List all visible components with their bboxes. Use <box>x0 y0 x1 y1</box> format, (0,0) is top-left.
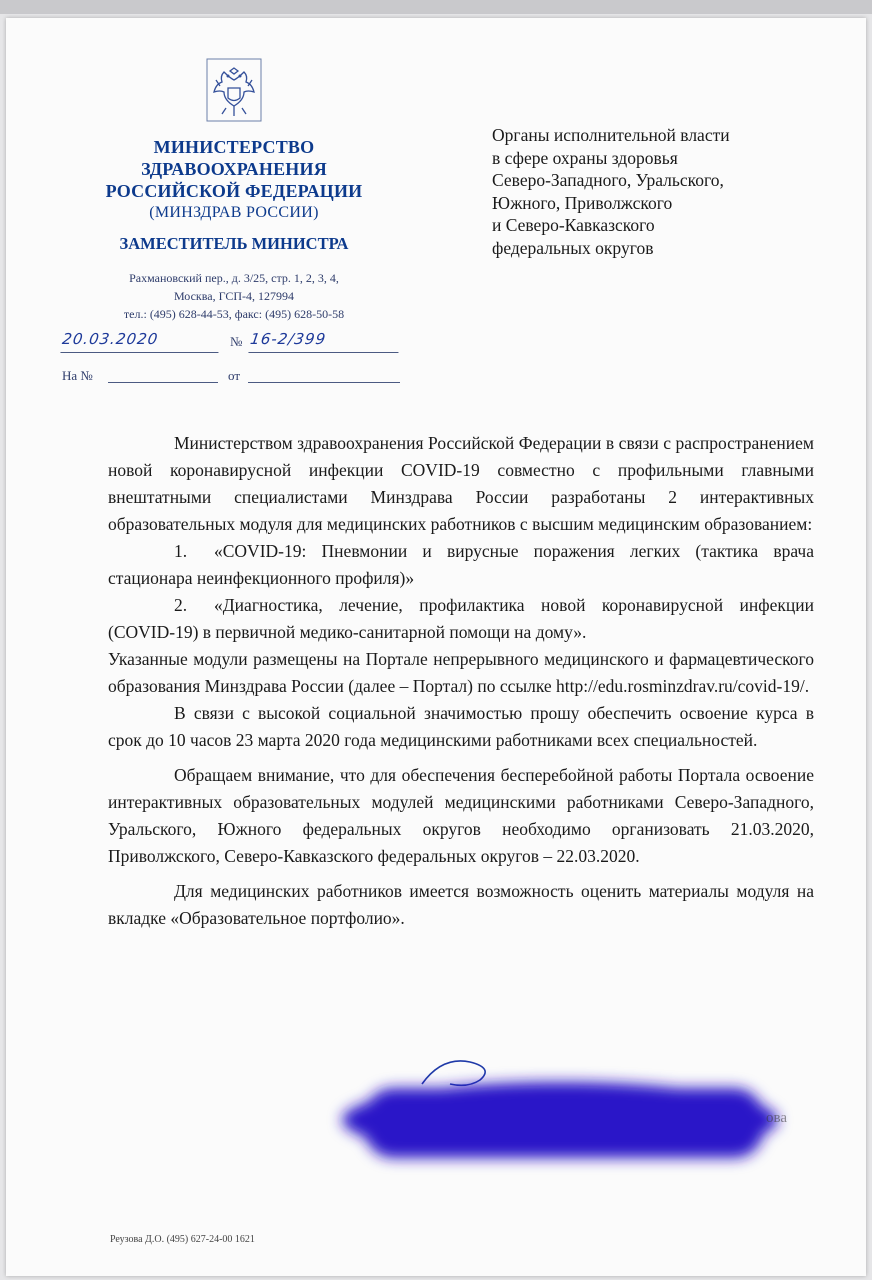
address-line-2: Москва, ГСП-4, 127994 <box>173 289 295 303</box>
signer-name-fragment: ова <box>766 1110 788 1126</box>
list-item-2-text: «Диагностика, лечение, профилактика новой коронавирусной инфекции (COVID-19) в первичной медико-санитарной помощи на дому». <box>108 595 814 642</box>
reference-row <box>62 368 402 390</box>
addressee-line: Северо-Западного, Уральского, <box>492 170 724 191</box>
reference-date-blank <box>248 382 400 383</box>
letter-body <box>108 430 814 932</box>
top-edge-bar <box>0 0 872 14</box>
addressee-line: федеральных округов <box>492 237 654 258</box>
ministry-short-name: (МИНЗДРАВ РОССИИ) <box>149 204 319 221</box>
reference-date-label: от <box>228 368 241 383</box>
body-paragraph-1: Министерством здравоохранения Российской Федерации в связи с распространением новой коронавирусной инфекции COVID-19 совместно с профильными главными внештатными специалистами Минздрава России разработаны 2 интерактивных образовательных модуля для медицинских работников с высшим медицинским образованием: <box>108 433 814 534</box>
registration-number-label: № <box>230 334 243 349</box>
body-paragraph-4: Обращаем внимание, что для обеспечения бесперебойной работы Портала освоение интерактивных образовательных модулей медицинскими работниками Северо-Западного, Уральского, Южного федеральных округов необходимо организовать 21.03.2020, Приволжского, Северо-Кавказского федеральных округов – 22.03.2020. <box>108 765 814 866</box>
ministry-name-block <box>66 136 402 223</box>
body-paragraph-3: В связи с высокой социальной значимостью прошу обеспечить освоение курса в срок до 10 часов 23 марта 2020 года медицинскими работниками всех специальностей. <box>108 703 814 750</box>
addressee-block <box>492 124 812 260</box>
list-item-2 <box>108 592 814 646</box>
list-item-1-number: 1. <box>174 541 188 561</box>
ministry-line-1: МИНИСТЕРСТВО <box>153 137 315 157</box>
list-item-1-text: «COVID-19: Пневмонии и вирусные поражения легких (тактика врача стационара неинфекционного профиля)» <box>108 541 814 588</box>
addressee-line: Органы исполнительной власти <box>492 125 730 145</box>
reference-number-blank <box>108 382 218 383</box>
signature-redaction <box>324 1066 796 1178</box>
list-item-2-number: 2. <box>174 595 188 615</box>
address-line-1: Рахмановский пер., д. 3/25, стр. 1, 2, 3, 4, <box>129 271 339 285</box>
ministry-address <box>66 269 402 323</box>
coat-of-arms-icon <box>206 58 262 122</box>
registration-number: 16-2/399 <box>248 330 401 353</box>
address-line-3: тел.: (495) 628-44-53, факс: (495) 628-50-58 <box>123 307 345 321</box>
addressee-line: Южного, Приволжского <box>492 192 673 213</box>
addressee-line: в сфере охраны здоровья <box>492 147 678 168</box>
ministry-line-2: ЗДРАВООХРАНЕНИЯ <box>141 159 327 179</box>
body-paragraph-2: Указанные модули размещены на Портале непрерывного медицинского и фармацевтического образования Минздрава России (далее – Портал) по ссылке http://edu.rosminzdrav.ru/covid-19/. <box>108 649 814 696</box>
list-item-1 <box>108 538 814 592</box>
ministry-line-3: РОССИЙСКОЙ ФЕДЕРАЦИИ <box>105 181 363 201</box>
executor-footer: Реузова Д.О. (495) 627-24-00 1621 <box>110 1234 255 1245</box>
letter-page <box>6 18 866 1276</box>
body-paragraph-5: Для медицинских работников имеется возможность оценить материалы модуля на вкладке «Образовательное портфолио». <box>108 881 814 928</box>
position-title: ЗАМЕСТИТЕЛЬ МИНИСТРА <box>119 234 349 253</box>
registration-date: 20.03.2020 <box>60 330 221 353</box>
reference-number-label: На № <box>62 368 93 383</box>
addressee-line: и Северо-Кавказского <box>492 215 655 236</box>
registration-row <box>62 330 402 356</box>
